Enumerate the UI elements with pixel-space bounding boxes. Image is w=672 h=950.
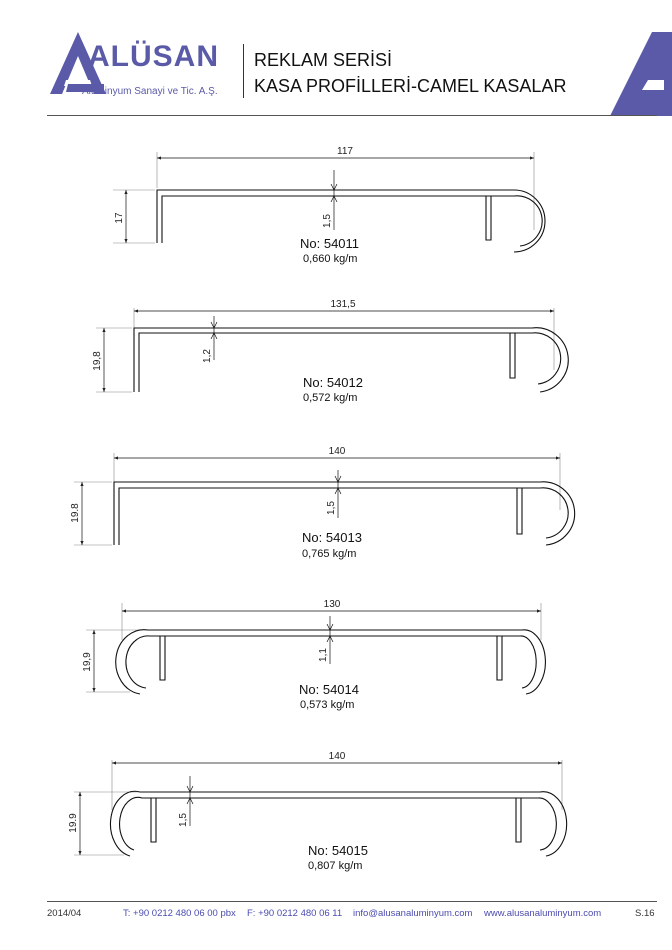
footer <box>47 908 657 922</box>
height-dim-54013: 19.8 <box>70 503 81 523</box>
width-dim-54011: 117 <box>337 146 353 157</box>
brand-subtitle: Alüminyum Sanayi ve Tic. A.Ş. <box>82 86 218 97</box>
width-dim-54012: 131,5 <box>330 299 356 310</box>
height-dim-54015: 19.9 <box>68 813 79 833</box>
profile-number: No: 54013 <box>302 530 362 545</box>
profile-number: No: 54012 <box>303 375 363 390</box>
brand-name: ALÜSAN <box>88 40 219 73</box>
wall-dim-54011: 1,5 <box>322 214 333 228</box>
footer-fax: F: +90 0212 480 06 11 <box>247 908 343 919</box>
width-dim-54015: 140 <box>328 751 346 762</box>
footer-page-number: S.16 <box>635 908 655 919</box>
footer-phone: T: +90 0212 480 06 00 pbx <box>123 908 236 919</box>
profile-number: No: 54011 <box>300 236 360 251</box>
wall-dim-54012: 1,2 <box>202 349 213 363</box>
page-title-category: KASA PROFİLLERİ-CAMEL KASALAR <box>254 76 567 96</box>
footer-rule <box>47 901 657 902</box>
profile-weight: 0,807 kg/m <box>308 860 363 872</box>
wall-dim-54014: 1,1 <box>318 648 329 662</box>
profile-54014-drawing <box>86 603 545 694</box>
footer-email-link[interactable]: info@alusanaluminyum.com <box>353 908 473 919</box>
wall-dim-54013: 1,5 <box>326 501 337 515</box>
profile-weight: 0,572 kg/m <box>303 392 358 404</box>
profile-number: No: 54014 <box>299 682 359 697</box>
width-dim-54013: 140 <box>328 446 346 457</box>
height-dim-54014: 19,9 <box>82 652 93 672</box>
profile-54015-drawing <box>74 760 567 856</box>
height-dim-54011: 17 <box>114 212 125 224</box>
footer-website-link[interactable]: www.alusanaluminyum.com <box>484 908 602 919</box>
page-title-series: REKLAM SERİSİ <box>254 50 393 70</box>
profile-number: No: 54015 <box>308 843 368 858</box>
profile-weight: 0,765 kg/m <box>302 548 357 560</box>
width-dim-54014: 130 <box>323 599 341 610</box>
profile-weight: 0,660 kg/m <box>303 253 358 265</box>
profile-weight: 0,573 kg/m <box>300 699 355 711</box>
footer-date: 2014/04 <box>47 908 82 919</box>
wall-dim-54015: 1,5 <box>178 813 189 827</box>
height-dim-54012: 19,8 <box>92 351 103 371</box>
